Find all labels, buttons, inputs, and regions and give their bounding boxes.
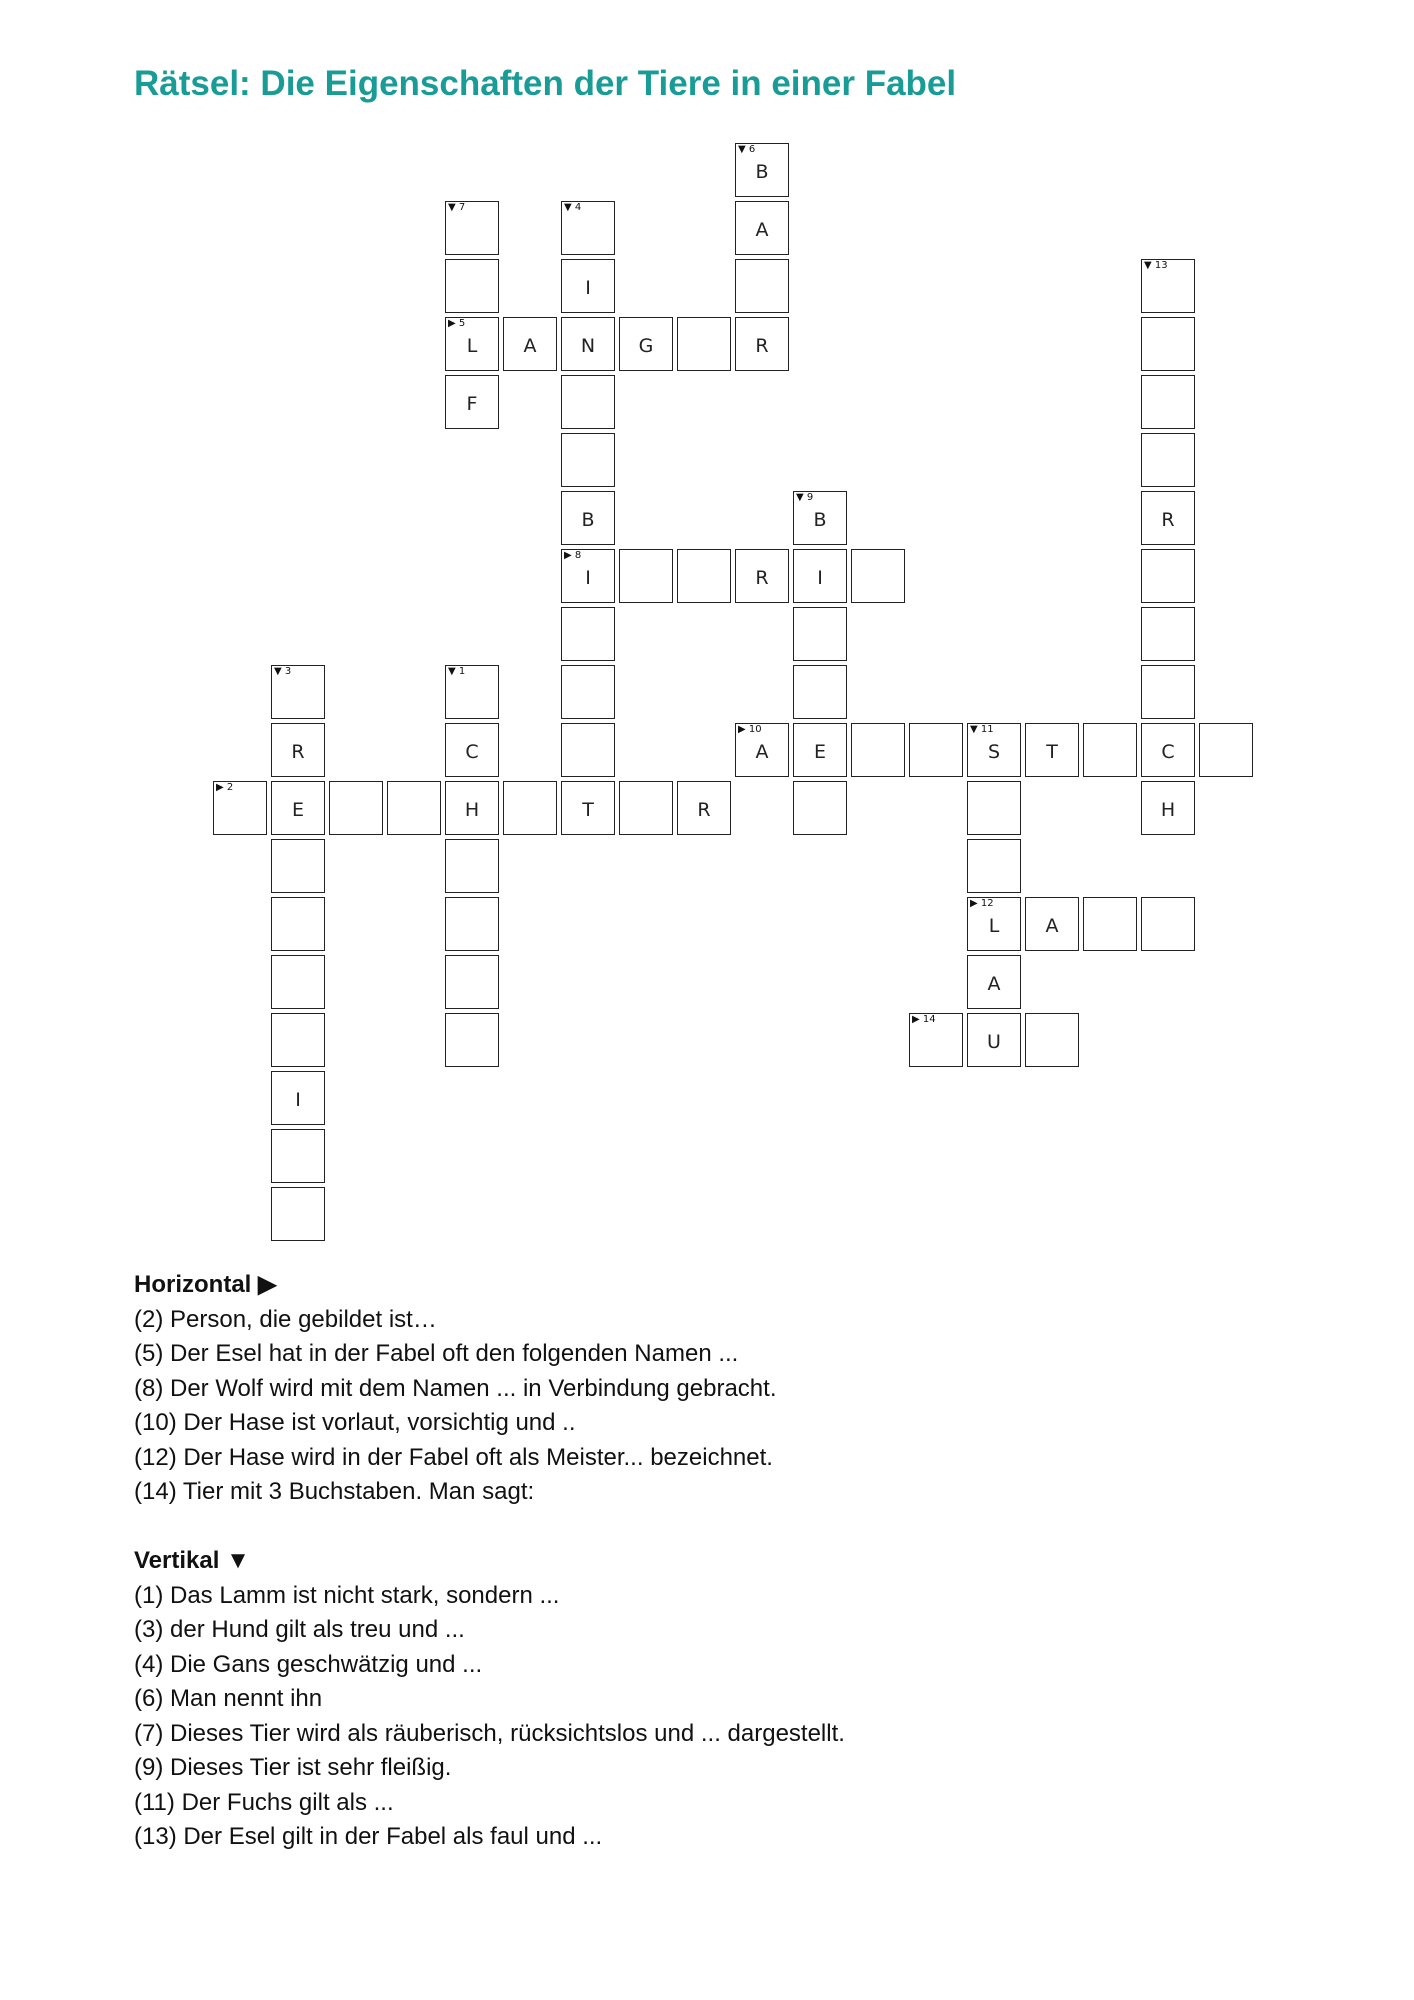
cell-letter: A bbox=[755, 218, 769, 241]
crossword-cell[interactable] bbox=[793, 549, 847, 603]
clue-number: ▶ 5 bbox=[448, 318, 466, 329]
cell-letter bbox=[330, 782, 382, 834]
crossword-cell[interactable] bbox=[1083, 897, 1137, 951]
crossword-cell[interactable] bbox=[445, 781, 499, 835]
crossword-cell[interactable] bbox=[793, 607, 847, 661]
clue-number: ▼ 4 bbox=[564, 202, 582, 213]
cell-letter bbox=[272, 1188, 324, 1240]
cell-letter bbox=[562, 666, 614, 718]
crossword-cell[interactable] bbox=[793, 665, 847, 719]
cell-letter: G bbox=[638, 334, 654, 357]
vertical-clue: (9) Dieses Tier ist sehr fleißig. bbox=[134, 1754, 452, 1781]
cell-letter bbox=[1142, 666, 1194, 718]
clue-number: ▶ 10 bbox=[738, 724, 762, 735]
crossword-cell[interactable] bbox=[619, 317, 673, 371]
crossword-cell[interactable] bbox=[271, 723, 325, 777]
crossword-cell[interactable] bbox=[735, 549, 789, 603]
vertical-clue: (7) Dieses Tier wird als räuberisch, rücksichtslos und ... dargestellt. bbox=[134, 1719, 845, 1747]
crossword-cell[interactable] bbox=[677, 317, 731, 371]
cell-letter bbox=[504, 782, 556, 834]
cell-letter bbox=[968, 840, 1020, 892]
crossword-cell[interactable] bbox=[1141, 317, 1195, 371]
crossword-cell[interactable] bbox=[271, 1013, 325, 1067]
cell-letter: U bbox=[987, 1030, 1001, 1053]
crossword-cell[interactable] bbox=[967, 897, 1021, 951]
crossword-cell[interactable] bbox=[1141, 549, 1195, 603]
clue-number: ▼ 13 bbox=[1144, 260, 1168, 271]
crossword-cell[interactable] bbox=[967, 781, 1021, 835]
horizontal-clue: (8) Der Wolf wird mit dem Namen ... in Verbindung gebracht. bbox=[134, 1374, 777, 1402]
cell-letter bbox=[446, 956, 498, 1008]
clue-number: ▼ 1 bbox=[448, 666, 466, 677]
cell-letter bbox=[446, 1014, 498, 1066]
crossword-cell[interactable] bbox=[967, 1013, 1021, 1067]
vertical-clues bbox=[134, 1544, 1234, 1855]
crossword-cell[interactable] bbox=[1083, 723, 1137, 777]
cell-letter bbox=[272, 840, 324, 892]
cell-letter bbox=[968, 782, 1020, 834]
cell-letter bbox=[678, 318, 730, 370]
cell-letter bbox=[446, 260, 498, 312]
crossword-cell[interactable] bbox=[445, 897, 499, 951]
crossword-cell[interactable] bbox=[329, 781, 383, 835]
crossword-cell[interactable] bbox=[1025, 1013, 1079, 1067]
cell-letter: R bbox=[697, 798, 711, 821]
horizontal-clue: (10) Der Hase ist vorlaut, vorsichtig und .. bbox=[134, 1409, 576, 1436]
cell-letter bbox=[1084, 724, 1136, 776]
cell-letter bbox=[1084, 898, 1136, 950]
cell-letter: I bbox=[585, 566, 591, 589]
crossword-cell[interactable] bbox=[1141, 723, 1195, 777]
crossword-cell[interactable] bbox=[851, 723, 905, 777]
cell-letter: B bbox=[755, 160, 769, 183]
horizontal-clue: (5) Der Esel hat in der Fabel oft den folgenden Namen ... bbox=[134, 1340, 739, 1367]
cell-letter: B bbox=[581, 508, 595, 531]
cell-letter: I bbox=[585, 276, 591, 299]
crossword-cell[interactable] bbox=[1025, 897, 1079, 951]
cell-letter: I bbox=[295, 1088, 301, 1111]
cell-letter bbox=[910, 1014, 962, 1066]
horizontal-clue: (12) Der Hase wird in der Fabel oft als Meister... bezeichnet. bbox=[134, 1443, 773, 1471]
crossword-cell[interactable] bbox=[271, 897, 325, 951]
crossword-cell[interactable] bbox=[1141, 781, 1195, 835]
crossword-cell[interactable] bbox=[271, 1071, 325, 1125]
crossword-cell[interactable] bbox=[213, 781, 267, 835]
crossword-cell[interactable] bbox=[503, 317, 557, 371]
cell-letter bbox=[852, 550, 904, 602]
cell-letter bbox=[272, 666, 324, 718]
cell-letter bbox=[910, 724, 962, 776]
horizontal-clues bbox=[134, 1268, 1234, 1510]
cell-letter bbox=[736, 260, 788, 312]
cell-letter bbox=[446, 898, 498, 950]
cell-letter: R bbox=[755, 334, 769, 357]
clue-number: ▼ 6 bbox=[738, 144, 756, 155]
crossword-cell[interactable] bbox=[619, 549, 673, 603]
cell-letter: S bbox=[987, 740, 1001, 763]
crossword-cell[interactable] bbox=[735, 201, 789, 255]
cell-letter: R bbox=[291, 740, 305, 763]
cell-letter bbox=[562, 376, 614, 428]
cell-letter: H bbox=[1160, 798, 1176, 821]
crossword-cell[interactable] bbox=[909, 723, 963, 777]
crossword-cell[interactable] bbox=[967, 955, 1021, 1009]
cell-letter: A bbox=[755, 740, 769, 763]
cell-letter bbox=[794, 782, 846, 834]
crossword-cell[interactable] bbox=[735, 143, 789, 197]
crossword-cell[interactable] bbox=[561, 491, 615, 545]
cell-letter: E bbox=[291, 798, 304, 821]
crossword-cell[interactable] bbox=[793, 491, 847, 545]
crossword-cell[interactable] bbox=[445, 201, 499, 255]
crossword-cell[interactable] bbox=[967, 839, 1021, 893]
crossword-cell[interactable] bbox=[561, 781, 615, 835]
cell-letter: C bbox=[465, 740, 479, 763]
crossword-cell[interactable] bbox=[1141, 433, 1195, 487]
crossword-cell[interactable] bbox=[445, 955, 499, 1009]
cell-letter bbox=[272, 898, 324, 950]
crossword-cell[interactable] bbox=[271, 1129, 325, 1183]
crossword-cell[interactable] bbox=[967, 723, 1021, 777]
crossword-cell[interactable] bbox=[561, 433, 615, 487]
cell-letter: F bbox=[466, 392, 478, 415]
cell-letter bbox=[562, 608, 614, 660]
cell-letter bbox=[446, 840, 498, 892]
cell-letter: N bbox=[580, 334, 596, 357]
cell-letter bbox=[1142, 434, 1194, 486]
crossword-cell[interactable] bbox=[735, 723, 789, 777]
crossword-cell[interactable] bbox=[561, 375, 615, 429]
cell-letter: C bbox=[1161, 740, 1175, 763]
cell-letter bbox=[388, 782, 440, 834]
cell-letter bbox=[272, 1130, 324, 1182]
cell-letter bbox=[852, 724, 904, 776]
cell-letter: T bbox=[1046, 740, 1058, 763]
crossword-cell[interactable] bbox=[1141, 665, 1195, 719]
crossword-cell[interactable] bbox=[271, 781, 325, 835]
cell-letter: A bbox=[1045, 914, 1059, 937]
cell-letter bbox=[272, 1014, 324, 1066]
crossword-cell[interactable] bbox=[503, 781, 557, 835]
crossword-cell[interactable] bbox=[561, 549, 615, 603]
vertical-clue: (3) der Hund gilt als treu und ... bbox=[134, 1616, 465, 1643]
crossword-cell[interactable] bbox=[735, 259, 789, 313]
clues-section bbox=[134, 1268, 1234, 1889]
cell-letter: A bbox=[987, 972, 1001, 995]
crossword-cell[interactable] bbox=[1141, 491, 1195, 545]
cell-letter bbox=[562, 202, 614, 254]
vertical-clue: (13) Der Esel gilt in der Fabel als faul und ... bbox=[134, 1823, 603, 1850]
horizontal-heading: Horizontal ▶ bbox=[134, 1271, 277, 1298]
vertical-clue: (11) Der Fuchs gilt als ... bbox=[134, 1788, 394, 1816]
cell-letter: L bbox=[988, 914, 1000, 937]
vertical-clue: (6) Man nennt ihn bbox=[134, 1685, 323, 1712]
crossword-cell[interactable] bbox=[387, 781, 441, 835]
crossword-cell[interactable] bbox=[445, 1013, 499, 1067]
crossword-cell[interactable] bbox=[1141, 375, 1195, 429]
page-title: Rätsel: Die Eigenschaften der Tiere in einer Fabel bbox=[134, 64, 957, 103]
clue-number: ▶ 2 bbox=[216, 782, 234, 793]
cell-letter bbox=[1142, 318, 1194, 370]
cell-letter: H bbox=[464, 798, 480, 821]
cell-letter: A bbox=[523, 334, 537, 357]
crossword-cell[interactable] bbox=[677, 549, 731, 603]
cell-letter: R bbox=[1161, 508, 1175, 531]
cell-letter bbox=[446, 666, 498, 718]
clue-number: ▶ 14 bbox=[912, 1014, 936, 1025]
cell-letter: R bbox=[755, 566, 769, 589]
crossword-cell[interactable] bbox=[619, 781, 673, 835]
crossword-cell[interactable] bbox=[793, 781, 847, 835]
cell-letter bbox=[1142, 260, 1194, 312]
cell-letter bbox=[1142, 608, 1194, 660]
clue-number: ▼ 11 bbox=[970, 724, 994, 735]
cell-letter: T bbox=[582, 798, 594, 821]
cell-letter bbox=[678, 550, 730, 602]
crossword-cell[interactable] bbox=[561, 607, 615, 661]
crossword-cell[interactable] bbox=[909, 1013, 963, 1067]
crossword-cell[interactable] bbox=[677, 781, 731, 835]
cell-letter: E bbox=[813, 740, 826, 763]
crossword-cell[interactable] bbox=[793, 723, 847, 777]
crossword-cell[interactable] bbox=[561, 723, 615, 777]
cell-letter bbox=[1142, 376, 1194, 428]
cell-letter bbox=[562, 724, 614, 776]
crossword-cell[interactable] bbox=[271, 665, 325, 719]
crossword-cell[interactable] bbox=[1025, 723, 1079, 777]
crossword-cell[interactable] bbox=[735, 317, 789, 371]
cell-letter bbox=[794, 666, 846, 718]
crossword-cell[interactable] bbox=[1141, 607, 1195, 661]
crossword-cell[interactable] bbox=[561, 317, 615, 371]
vertical-clue: (1) Das Lamm ist nicht stark, sondern ... bbox=[134, 1581, 560, 1609]
crossword-cell[interactable] bbox=[445, 317, 499, 371]
cell-letter bbox=[620, 782, 672, 834]
crossword-cell[interactable] bbox=[271, 839, 325, 893]
cell-letter: B bbox=[813, 508, 827, 531]
clue-number: ▼ 7 bbox=[448, 202, 466, 213]
crossword-cell[interactable] bbox=[271, 1187, 325, 1241]
clue-number: ▶ 12 bbox=[970, 898, 994, 909]
clue-number: ▼ 9 bbox=[796, 492, 814, 503]
crossword-cell[interactable] bbox=[445, 723, 499, 777]
vertical-heading: Vertikal ▼ bbox=[134, 1547, 250, 1574]
crossword-cell[interactable] bbox=[445, 259, 499, 313]
cell-letter bbox=[1142, 898, 1194, 950]
crossword-cell[interactable] bbox=[1199, 723, 1253, 777]
horizontal-clue: (2) Person, die gebildet ist… bbox=[134, 1305, 437, 1333]
crossword-cell[interactable] bbox=[561, 259, 615, 313]
cell-letter bbox=[446, 202, 498, 254]
cell-letter: L bbox=[466, 334, 478, 357]
crossword-cell[interactable] bbox=[271, 955, 325, 1009]
crossword-cell[interactable] bbox=[445, 665, 499, 719]
cell-letter bbox=[1142, 550, 1194, 602]
cell-letter bbox=[1026, 1014, 1078, 1066]
cell-letter bbox=[620, 550, 672, 602]
clue-number: ▶ 8 bbox=[564, 550, 582, 561]
cell-letter bbox=[562, 434, 614, 486]
cell-letter: I bbox=[817, 566, 823, 589]
horizontal-clue: (14) Tier mit 3 Buchstaben. Man sagt: bbox=[134, 1478, 535, 1505]
cell-letter bbox=[794, 608, 846, 660]
crossword-cell[interactable] bbox=[445, 839, 499, 893]
crossword-cell[interactable] bbox=[851, 549, 905, 603]
crossword-cell[interactable] bbox=[445, 375, 499, 429]
clue-number: ▼ 3 bbox=[274, 666, 292, 677]
crossword-cell[interactable] bbox=[561, 201, 615, 255]
cell-letter bbox=[272, 956, 324, 1008]
vertical-clue: (4) Die Gans geschwätzig und ... bbox=[134, 1650, 483, 1678]
cell-letter bbox=[214, 782, 266, 834]
crossword-cell[interactable] bbox=[1141, 259, 1195, 313]
crossword-cell[interactable] bbox=[561, 665, 615, 719]
cell-letter bbox=[1200, 724, 1252, 776]
crossword-cell[interactable] bbox=[1141, 897, 1195, 951]
